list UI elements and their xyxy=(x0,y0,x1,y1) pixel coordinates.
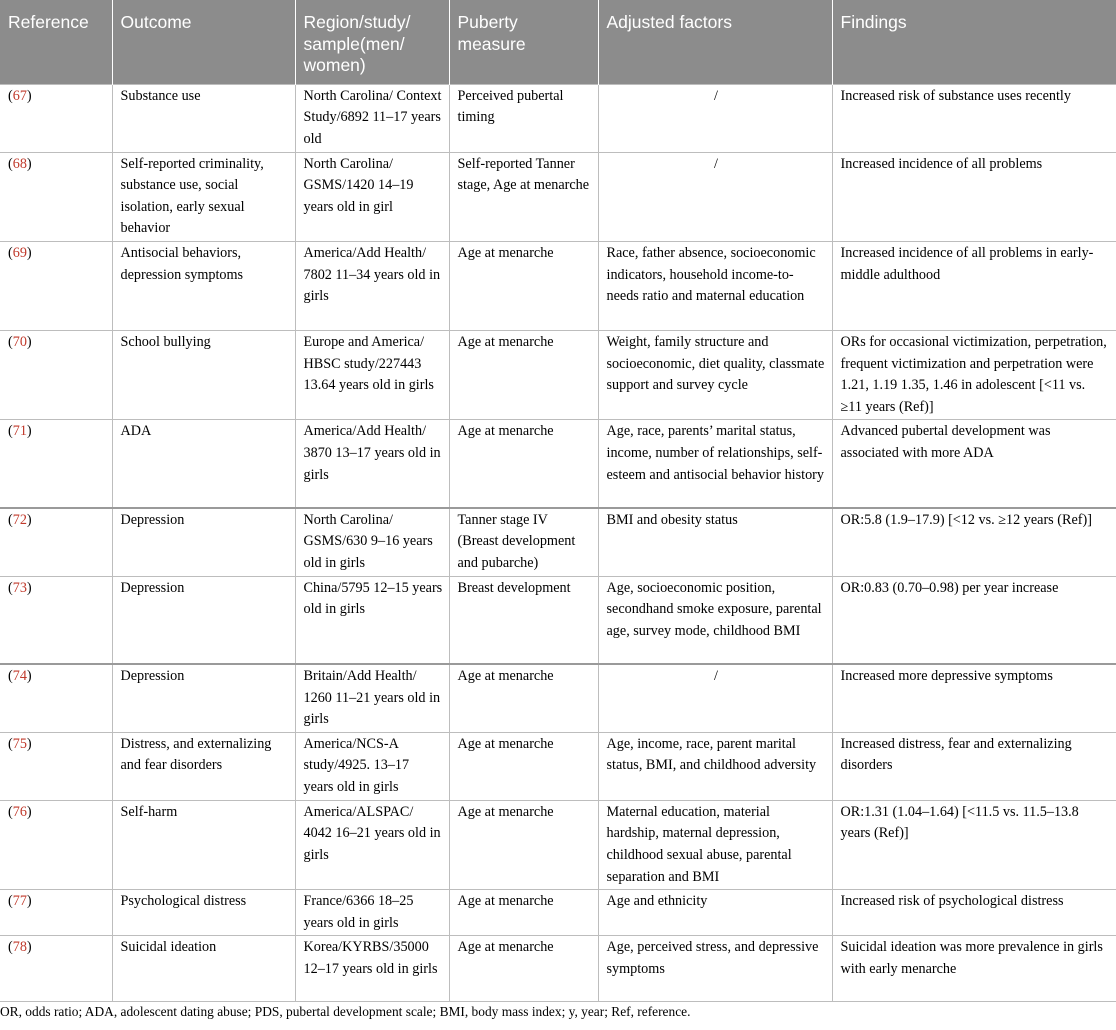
findings-cell: Increased incidence of all problems in early-middle adulthood xyxy=(832,241,1116,330)
table-row xyxy=(0,152,1116,241)
reference-link[interactable]: 76 xyxy=(12,803,27,820)
measure-cell: Perceived pubertal timing xyxy=(449,84,598,152)
findings-cell: Advanced pubertal development was associated with more ADA xyxy=(832,420,1116,508)
region-cell: Korea/KYRBS/35000 12–17 years old in girls xyxy=(295,936,449,1002)
outcome-cell: Depression xyxy=(112,508,295,576)
header-reference: Reference xyxy=(0,0,112,84)
outcome-cell: ADA xyxy=(112,420,295,508)
measure-cell: Age at menarche xyxy=(449,241,598,330)
reference-cell: (71) xyxy=(0,420,112,508)
outcome-cell: School bullying xyxy=(112,330,295,419)
reference-link[interactable]: 67 xyxy=(12,87,27,104)
reference-link[interactable]: 70 xyxy=(12,333,27,350)
measure-cell: Age at menarche xyxy=(449,330,598,419)
table-row xyxy=(0,800,1116,889)
table-row xyxy=(0,508,1116,576)
factors-cell: Maternal education, material hardship, maternal depression, childhood sexual abuse, parental separation and BMI xyxy=(598,800,832,889)
factors-cell: Age, perceived stress, and depressive symptoms xyxy=(598,936,832,1002)
region-cell: America/Add Health/ 3870 13–17 years old in girls xyxy=(295,420,449,508)
measure-cell: Age at menarche xyxy=(449,800,598,889)
reference-cell: (72) xyxy=(0,508,112,576)
reference-cell: (68) xyxy=(0,152,112,241)
outcome-cell: Depression xyxy=(112,664,295,732)
reference-cell: (76) xyxy=(0,800,112,889)
region-cell: North Carolina/ GSMS/630 9–16 years old in girls xyxy=(295,508,449,576)
reference-cell: (69) xyxy=(0,241,112,330)
table-row xyxy=(0,420,1116,508)
header-findings: Findings xyxy=(832,0,1116,84)
reference-link[interactable]: 72 xyxy=(12,511,27,528)
measure-cell: Age at menarche xyxy=(449,420,598,508)
measure-cell: Age at menarche xyxy=(449,732,598,800)
measure-cell: Age at menarche xyxy=(449,936,598,1002)
reference-link[interactable]: 73 xyxy=(12,579,27,596)
header-puberty-line1: Puberty xyxy=(457,12,518,32)
measure-cell: Breast development xyxy=(449,576,598,664)
region-cell: North Carolina/ GSMS/1420 14–19 years old in girl xyxy=(295,152,449,241)
findings-cell: Increased risk of psychological distress xyxy=(832,890,1116,936)
table-row xyxy=(0,664,1116,732)
factors-cell: Age and ethnicity xyxy=(598,890,832,936)
outcome-cell: Self-harm xyxy=(112,800,295,889)
reference-link[interactable]: 75 xyxy=(12,735,27,752)
findings-cell: Increased more depressive symptoms xyxy=(832,664,1116,732)
header-outcome: Outcome xyxy=(112,0,295,84)
region-cell: America/Add Health/ 7802 11–34 years old in girls xyxy=(295,241,449,330)
region-cell: China/5795 12–15 years old in girls xyxy=(295,576,449,664)
header-row xyxy=(0,0,1116,84)
header-puberty-measure xyxy=(449,0,598,84)
table-row xyxy=(0,330,1116,419)
region-cell: America/NCS-A study/4925. 13–17 years old in girls xyxy=(295,732,449,800)
outcome-cell: Antisocial behaviors, depression symptoms xyxy=(112,241,295,330)
factors-cell: / xyxy=(598,84,832,152)
outcome-cell: Psychological distress xyxy=(112,890,295,936)
region-cell: Britain/Add Health/ 1260 11–21 years old in girls xyxy=(295,664,449,732)
reference-link[interactable]: 71 xyxy=(12,423,27,440)
table-footnote: OR, odds ratio; ADA, adolescent dating abuse; PDS, pubertal development scale; BMI, body mass index; y, year; Ref, reference. xyxy=(0,1004,691,1019)
reference-link[interactable]: 78 xyxy=(12,939,27,956)
factors-cell: Age, income, race, parent marital status, BMI, and childhood adversity xyxy=(598,732,832,800)
findings-cell: Suicidal ideation was more prevalence in girls with early menarche xyxy=(832,936,1116,1002)
findings-cell: Increased risk of substance uses recently xyxy=(832,84,1116,152)
factors-cell: BMI and obesity status xyxy=(598,508,832,576)
reference-link[interactable]: 74 xyxy=(12,668,27,685)
table-header xyxy=(0,0,1116,84)
table-row xyxy=(0,576,1116,664)
outcome-cell: Depression xyxy=(112,576,295,664)
findings-cell: Increased incidence of all problems xyxy=(832,152,1116,241)
reference-cell: (78) xyxy=(0,936,112,1002)
findings-cell: ORs for occasional victimization, perpetration, frequent victimization and perpetration were 1.21, 1.19 1.35, 1.46 in adolescent [<11 vs. ≥11 years (Ref)] xyxy=(832,330,1116,419)
header-region-line2: sample(men/ xyxy=(303,33,405,54)
measure-cell: Self-reported Tanner stage, Age at menarche xyxy=(449,152,598,241)
reference-cell: (67) xyxy=(0,84,112,152)
findings-cell: OR:5.8 (1.9–17.9) [<12 vs. ≥12 years (Ref)] xyxy=(832,508,1116,576)
header-region xyxy=(295,0,449,84)
header-region-line1: Region/study/ xyxy=(303,12,411,32)
reference-cell: (74) xyxy=(0,664,112,732)
table-row xyxy=(0,890,1116,936)
reference-cell: (75) xyxy=(0,732,112,800)
region-cell: America/ALSPAC/ 4042 16–21 years old in girls xyxy=(295,800,449,889)
outcome-cell: Substance use xyxy=(112,84,295,152)
table-row xyxy=(0,241,1116,330)
header-region-line3: women) xyxy=(303,55,366,76)
outcome-cell: Distress, and externalizing and fear disorders xyxy=(112,732,295,800)
table-row xyxy=(0,936,1116,1002)
reference-cell: (70) xyxy=(0,330,112,419)
region-cell: Europe and America/ HBSC study/227443 13.64 years old in girls xyxy=(295,330,449,419)
reference-cell: (73) xyxy=(0,576,112,664)
factors-cell: / xyxy=(598,664,832,732)
outcome-cell: Self-reported criminality, substance use, social isolation, early sexual behavior xyxy=(112,152,295,241)
findings-cell: OR:0.83 (0.70–0.98) per year increase xyxy=(832,576,1116,664)
findings-cell: OR:1.31 (1.04–1.64) [<11.5 vs. 11.5–13.8 years (Ref)] xyxy=(832,800,1116,889)
region-cell: France/6366 18–25 years old in girls xyxy=(295,890,449,936)
factors-cell: Age, socioeconomic position, secondhand smoke exposure, parental age, survey mode, childhood BMI xyxy=(598,576,832,664)
reference-link[interactable]: 77 xyxy=(12,893,27,910)
factors-cell: / xyxy=(598,152,832,241)
header-adjusted-factors: Adjusted factors xyxy=(598,0,832,84)
reference-link[interactable]: 68 xyxy=(12,155,27,172)
reference-link[interactable]: 69 xyxy=(12,244,27,261)
region-cell: North Carolina/ Context Study/6892 11–17 years old xyxy=(295,84,449,152)
factors-cell: Age, race, parents’ marital status, income, number of relationships, self-esteem and antisocial behavior history xyxy=(598,420,832,508)
measure-cell: Age at menarche xyxy=(449,664,598,732)
factors-cell: Race, father absence, socioeconomic indicators, household income-to-needs ratio and maternal education xyxy=(598,241,832,330)
reference-cell: (77) xyxy=(0,890,112,936)
findings-cell: Increased distress, fear and externalizing disorders xyxy=(832,732,1116,800)
table-row xyxy=(0,732,1116,800)
measure-cell: Tanner stage IV (Breast development and pubarche) xyxy=(449,508,598,576)
table-row xyxy=(0,84,1116,152)
header-puberty-line2: measure xyxy=(457,33,526,54)
outcome-cell: Suicidal ideation xyxy=(112,936,295,1002)
measure-cell: Age at menarche xyxy=(449,890,598,936)
factors-cell: Weight, family structure and socioeconomic, diet quality, classmate support and survey cycle xyxy=(598,330,832,419)
